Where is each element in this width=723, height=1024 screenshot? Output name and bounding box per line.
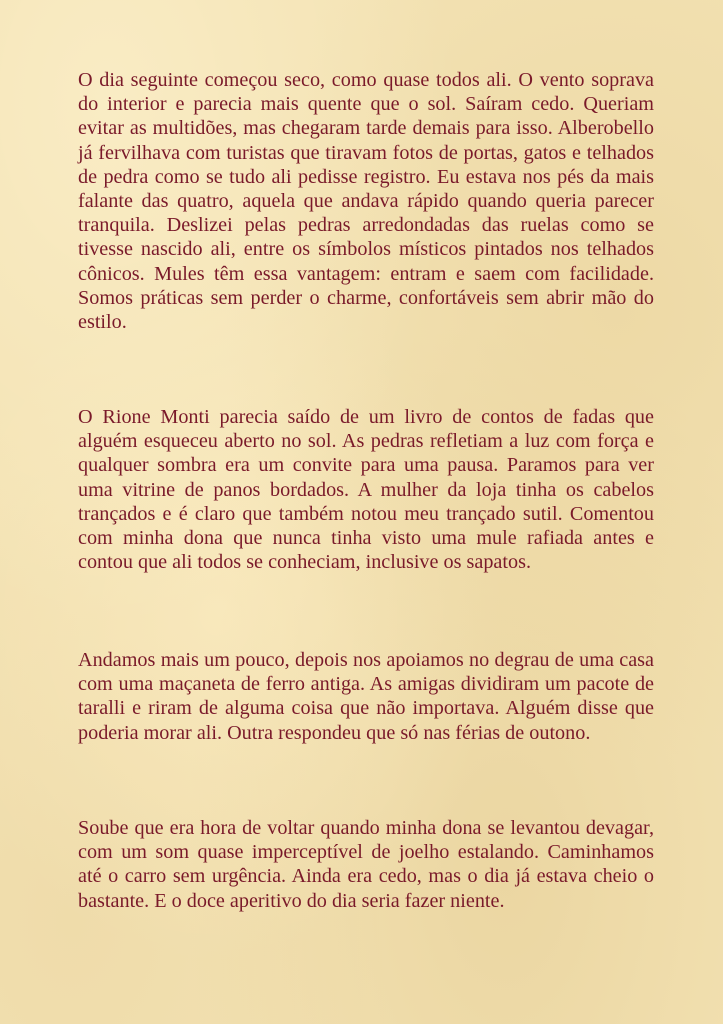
- paragraph-3: Andamos mais um pouco, depois nos apoiamos no degrau de uma casa com uma maçaneta de ferro antiga. As amigas dividiram um pacote de taralli e riram de alguma coisa que não importava. Alguém disse que poderia morar ali. Outra respondeu que só nas férias de outono.: [78, 649, 654, 744]
- paragraph-4: Soube que era hora de voltar quando minha dona se levantou devagar, com um som quase imperceptível de joelho estalando. Caminhamos até o carro sem urgência. Ainda era cedo, mas o dia já estava cheio o bastante. E o doce aperitivo do dia seria fazer niente.: [78, 817, 654, 912]
- paragraph-1: O dia seguinte começou seco, como quase todos ali. O vento soprava do interior e parecia mais quente que o sol. Saíram cedo. Queriam evitar as multidões, mas chegaram tarde demais para isso. Alberobello já fervilhava com turistas que tiravam fotos de portas, gatos e telhados de pedra como se tudo ali pedisse registro. Eu estava nos pés da mais falante das quatro, aquela que andava rápido quando queria parecer tranquila. Deslizei pelas pedras arredondadas das ruelas como se tivesse nascido ali, entre os símbolos místicos pintados nos telhados cônicos. Mules têm essa vantagem: entram e saem com facilidade. Somos práticas sem perder o charme, confortáveis sem abrir mão do estilo.: [78, 69, 654, 334]
- paragraph-2: O Rione Monti parecia saído de um livro de contos de fadas que alguém esqueceu aberto no sol. As pedras refletiam a luz com força e qualquer sombra era um convite para uma pausa. Paramos para ver uma vitrine de panos bordados. A mulher da loja tinha os cabelos trançados e é claro que também notou meu trançado sutil. Comentou com minha dona que nunca tinha visto uma mule rafiada antes e contou que ali todos se conheciam, inclusive os sapatos.: [78, 406, 654, 574]
